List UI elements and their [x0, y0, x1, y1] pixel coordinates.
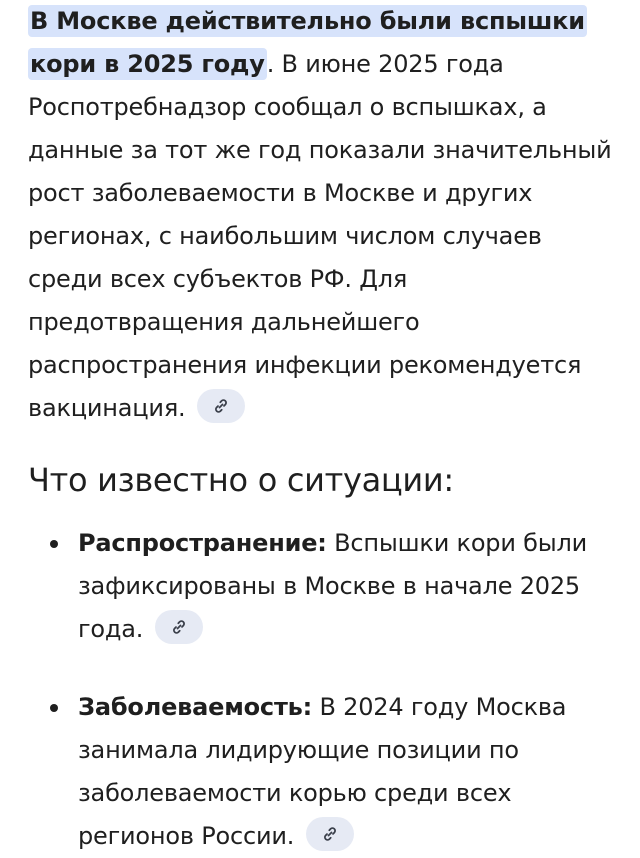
item-text: Вспышки кори были зафиксированы в Москве в начале 2025 года.: [78, 529, 588, 643]
item-term: Заболеваемость:: [78, 693, 313, 721]
list-item: [0, 686, 618, 858]
source-link-button[interactable]: [155, 610, 203, 644]
intro-paragraph: [28, 0, 618, 430]
highlighted-summary: В Москве действительно были вспышки кори в 2025 году: [30, 7, 585, 78]
link-icon: [171, 619, 187, 635]
item-text: В 2024 году Москва занимала лидирующие позиции по заболеваемости корью среди всех регионов России.: [78, 693, 567, 850]
list-item: [0, 522, 618, 651]
bullet-icon: [50, 540, 58, 548]
source-link-button[interactable]: [306, 817, 354, 851]
facts-list: [0, 522, 640, 858]
item-term: Распространение:: [78, 529, 327, 557]
intro-text: . В июне 2025 года Роспотребнадзор сообщал о вспышках, а данные за тот же год показали значительный рост заболеваемости в Москве и других регионах, с наибольшим числом случаев среди всех субъектов РФ. Для предотвращения дальнейшего распространения инфекции рекомендуется вакцинация.: [28, 50, 612, 422]
link-icon: [322, 826, 338, 842]
bullet-icon: [50, 704, 58, 712]
link-icon: [213, 398, 229, 414]
source-link-button[interactable]: [197, 389, 245, 423]
section-heading: Что известно о ситуации:: [28, 461, 454, 499]
